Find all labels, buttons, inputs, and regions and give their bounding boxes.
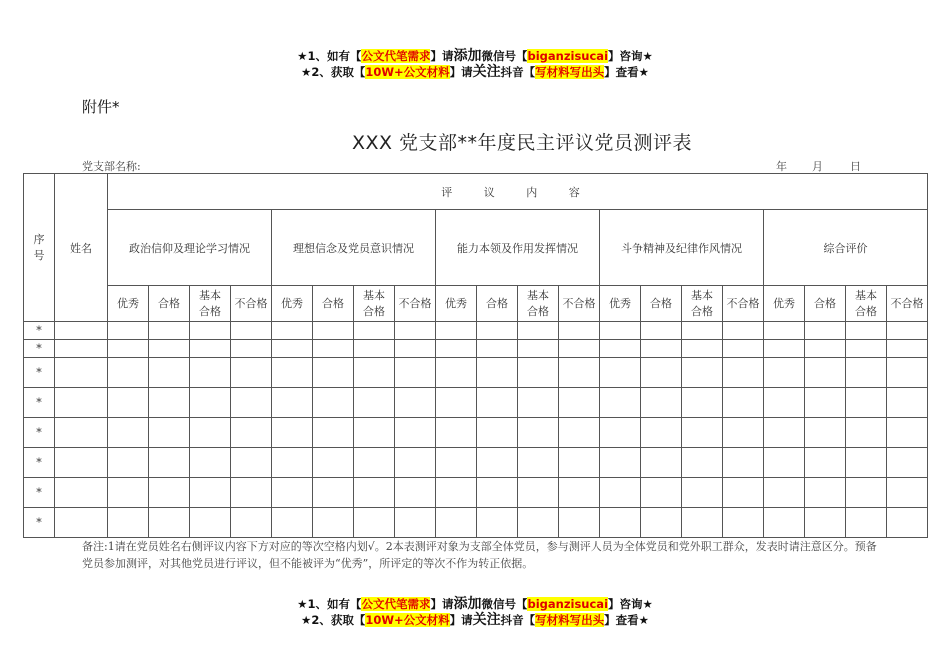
grade-cell[interactable] [108,340,149,358]
row-marker: * [24,478,55,508]
grade-cell[interactable] [723,340,764,358]
grade-cell[interactable] [600,358,641,388]
grade-cell[interactable] [231,322,272,340]
grade-cell[interactable] [764,358,805,388]
grade-cell[interactable] [272,388,313,418]
grade-cell[interactable] [477,508,518,538]
grade-cell[interactable] [313,478,354,508]
header-seq: 序号 [24,174,55,322]
name-cell[interactable] [55,508,108,538]
name-cell[interactable] [55,358,108,388]
grade-cell[interactable] [231,388,272,418]
grade-cell[interactable] [764,322,805,340]
grade-cell[interactable] [682,448,723,478]
date-day-label: 日 [850,160,861,173]
grade-cell[interactable] [641,358,682,388]
grade-cell[interactable] [436,448,477,478]
grade-header: 基本合格 [846,286,887,322]
grade-header: 基本合格 [682,286,723,322]
grade-cell[interactable] [723,418,764,448]
grade-cell[interactable] [190,322,231,340]
grade-cell[interactable] [149,340,190,358]
grade-header: 合格 [805,286,846,322]
row-marker: * [24,358,55,388]
grade-cell[interactable] [395,478,436,508]
table-row [24,358,928,388]
grade-cell[interactable] [559,358,600,388]
grade-cell[interactable] [395,322,436,340]
grade-cell[interactable] [108,358,149,388]
grade-cell[interactable] [559,508,600,538]
grade-header: 优秀 [272,286,313,322]
table-row [24,448,928,478]
grade-cell[interactable] [600,388,641,418]
grade-cell[interactable] [559,448,600,478]
grade-cell[interactable] [641,448,682,478]
grade-cell[interactable] [395,340,436,358]
grade-cell[interactable] [354,340,395,358]
grade-cell[interactable] [764,478,805,508]
grade-header: 优秀 [108,286,149,322]
grade-cell[interactable] [108,418,149,448]
grade-header: 合格 [477,286,518,322]
grade-cell[interactable] [764,508,805,538]
grade-cell[interactable] [477,448,518,478]
grade-cell[interactable] [395,358,436,388]
grade-cell[interactable] [149,322,190,340]
grade-cell[interactable] [682,358,723,388]
category-header: 综合评价 [764,210,928,286]
grade-cell[interactable] [723,358,764,388]
grade-cell[interactable] [600,448,641,478]
grade-cell[interactable] [887,340,928,358]
grade-cell[interactable] [108,478,149,508]
grade-cell[interactable] [764,448,805,478]
grade-cell[interactable] [354,478,395,508]
grade-cell[interactable] [723,448,764,478]
name-cell[interactable] [55,448,108,478]
grade-cell[interactable] [846,418,887,448]
grade-cell[interactable] [149,478,190,508]
grade-cell[interactable] [887,508,928,538]
grade-cell[interactable] [641,340,682,358]
grade-cell[interactable] [354,448,395,478]
grade-cell[interactable] [887,448,928,478]
grade-cell[interactable] [313,448,354,478]
table-row [24,508,928,538]
grade-cell[interactable] [272,478,313,508]
grade-cell[interactable] [641,478,682,508]
grade-cell[interactable] [682,478,723,508]
grade-cell[interactable] [313,322,354,340]
grade-cell[interactable] [805,418,846,448]
grade-cell[interactable] [682,322,723,340]
grade-cell[interactable] [108,448,149,478]
grade-header: 基本合格 [190,286,231,322]
grade-cell[interactable] [846,340,887,358]
row-marker: * [24,508,55,538]
grade-header: 不合格 [231,286,272,322]
grade-cell[interactable] [764,340,805,358]
grade-cell[interactable] [641,418,682,448]
row-marker: * [24,448,55,478]
grade-cell[interactable] [231,418,272,448]
grade-cell[interactable] [190,340,231,358]
name-cell[interactable] [55,322,108,340]
grade-cell[interactable] [723,322,764,340]
grade-cell[interactable] [272,508,313,538]
grade-cell[interactable] [518,388,559,418]
grade-cell[interactable] [272,358,313,388]
promo-line-2: ★2、获取【10W+公文材料】请关注抖音【写材料写出头】查看★ [301,612,649,628]
date-fields [776,158,861,174]
grade-cell[interactable] [846,358,887,388]
header-eval-content: 评 议 内 容 [108,174,928,210]
grade-cell[interactable] [477,340,518,358]
grade-cell[interactable] [436,340,477,358]
grade-cell[interactable] [190,358,231,388]
name-cell[interactable] [55,388,108,418]
grade-cell[interactable] [190,388,231,418]
category-header: 政治信仰及理论学习情况 [108,210,272,286]
grade-cell[interactable] [354,322,395,340]
name-cell[interactable] [55,340,108,358]
grade-cell[interactable] [313,358,354,388]
grade-cell[interactable] [149,358,190,388]
grade-cell[interactable] [477,322,518,340]
grade-cell[interactable] [395,388,436,418]
grade-header: 优秀 [764,286,805,322]
row-marker: * [24,418,55,448]
grade-cell[interactable] [846,448,887,478]
grade-cell[interactable] [764,388,805,418]
grade-cell[interactable] [887,418,928,448]
grade-cell[interactable] [436,388,477,418]
grade-cell[interactable] [641,322,682,340]
grade-cell[interactable] [518,340,559,358]
grade-cell[interactable] [518,508,559,538]
grade-cell[interactable] [272,448,313,478]
grade-header: 不合格 [887,286,928,322]
grade-cell[interactable] [231,478,272,508]
footnote: 备注:1请在党员姓名右侧评议内容下方对应的等次空格内划√。2本表测评对象为支部全体党员，参与测评人员为全体党员和党外职工群众，发表时请注意区分。预备党员参加测评，对其他党员进行评议，但不能被评为“优秀”，所评定的等次不作为转正依据。 [82,540,877,570]
grade-cell[interactable] [682,418,723,448]
promo-banner-bottom [0,596,950,628]
date-year-label: 年 [776,160,787,173]
grade-cell[interactable] [477,478,518,508]
grade-cell[interactable] [395,418,436,448]
grade-cell[interactable] [518,358,559,388]
grade-cell[interactable] [354,508,395,538]
grade-cell[interactable] [436,322,477,340]
grade-cell[interactable] [436,508,477,538]
grade-header: 合格 [641,286,682,322]
grade-cell[interactable] [231,508,272,538]
grade-cell[interactable] [559,418,600,448]
grade-header: 合格 [313,286,354,322]
grade-cell[interactable] [559,340,600,358]
row-marker: * [24,340,55,358]
grade-cell[interactable] [395,508,436,538]
grade-cell[interactable] [600,508,641,538]
grade-cell[interactable] [149,508,190,538]
name-cell[interactable] [55,418,108,448]
grade-cell[interactable] [477,388,518,418]
grade-cell[interactable] [641,508,682,538]
grade-cell[interactable] [436,418,477,448]
grade-cell[interactable] [723,478,764,508]
grade-cell[interactable] [805,508,846,538]
grade-cell[interactable] [149,448,190,478]
grade-cell[interactable] [600,340,641,358]
promo-line-1: ★1、如有【公文代笔需求】请添加微信号【biganzisucai】咨询★ [297,596,653,612]
grade-cell[interactable] [149,418,190,448]
grade-cell[interactable] [600,322,641,340]
grade-cell[interactable] [190,418,231,448]
grade-cell[interactable] [231,358,272,388]
grade-cell[interactable] [887,388,928,418]
grade-header: 优秀 [600,286,641,322]
grade-cell[interactable] [231,448,272,478]
grade-cell[interactable] [190,478,231,508]
grade-cell[interactable] [559,478,600,508]
grade-header: 基本合格 [518,286,559,322]
table-row [24,418,928,448]
date-month-label: 月 [812,160,823,173]
grade-header: 优秀 [436,286,477,322]
grade-cell[interactable] [436,478,477,508]
grade-cell[interactable] [805,340,846,358]
grade-cell[interactable] [764,418,805,448]
grade-cell[interactable] [436,358,477,388]
grade-cell[interactable] [518,322,559,340]
row-marker: * [24,388,55,418]
grade-header: 基本合格 [354,286,395,322]
grade-cell[interactable] [805,478,846,508]
grade-cell[interactable] [395,448,436,478]
table-row [24,388,928,418]
grade-cell[interactable] [846,478,887,508]
table-row [24,478,928,508]
grade-cell[interactable] [600,478,641,508]
grade-cell[interactable] [887,322,928,340]
grade-cell[interactable] [272,340,313,358]
grade-cell[interactable] [272,322,313,340]
header-name: 姓名 [55,174,108,322]
promo-line-1: ★1、如有【公文代笔需求】请添加微信号【biganzisucai】咨询★ [297,48,653,64]
grade-cell[interactable] [518,478,559,508]
branch-name-label: 党支部名称: [82,160,141,173]
attachment-label: 附件* [82,98,120,116]
grade-cell[interactable] [805,388,846,418]
grade-cell[interactable] [108,508,149,538]
grade-cell[interactable] [231,340,272,358]
grade-cell[interactable] [477,418,518,448]
category-header: 斗争精神及纪律作风情况 [600,210,764,286]
grade-cell[interactable] [313,418,354,448]
table-row [24,322,928,340]
grade-cell[interactable] [641,388,682,418]
name-cell[interactable] [55,478,108,508]
grade-cell[interactable] [518,418,559,448]
table-row [24,340,928,358]
grade-cell[interactable] [846,508,887,538]
grade-cell[interactable] [313,388,354,418]
grade-cell[interactable] [723,388,764,418]
grade-cell[interactable] [190,508,231,538]
grade-cell[interactable] [477,358,518,388]
promo-line-2: ★2、获取【10W+公文材料】请关注抖音【写材料写出头】查看★ [301,64,649,80]
grade-header: 不合格 [559,286,600,322]
grade-cell[interactable] [805,358,846,388]
grade-cell[interactable] [272,418,313,448]
grade-cell[interactable] [846,388,887,418]
category-header: 能力本领及作用发挥情况 [436,210,600,286]
grade-cell[interactable] [354,358,395,388]
row-marker: * [24,322,55,340]
category-header: 理想信念及党员意识情况 [272,210,436,286]
evaluation-table [23,173,928,538]
grade-cell[interactable] [108,388,149,418]
grade-header: 合格 [149,286,190,322]
grade-cell[interactable] [354,418,395,448]
grade-cell[interactable] [682,340,723,358]
grade-header: 不合格 [723,286,764,322]
grade-cell[interactable] [723,508,764,538]
promo-banner-top [0,48,950,80]
grade-cell[interactable] [682,388,723,418]
grade-cell[interactable] [149,388,190,418]
grade-cell[interactable] [682,508,723,538]
grade-cell[interactable] [559,322,600,340]
grade-header: 不合格 [395,286,436,322]
grade-cell[interactable] [887,358,928,388]
grade-cell[interactable] [190,448,231,478]
grade-cell[interactable] [805,448,846,478]
grade-cell[interactable] [518,448,559,478]
grade-cell[interactable] [887,478,928,508]
grade-cell[interactable] [600,418,641,448]
grade-cell[interactable] [108,322,149,340]
page-title: XXX 党支部**年度民主评议党员测评表 [351,132,693,154]
grade-cell[interactable] [313,340,354,358]
grade-cell[interactable] [313,508,354,538]
grade-cell[interactable] [354,388,395,418]
grade-cell[interactable] [846,322,887,340]
grade-cell[interactable] [559,388,600,418]
grade-cell[interactable] [805,322,846,340]
